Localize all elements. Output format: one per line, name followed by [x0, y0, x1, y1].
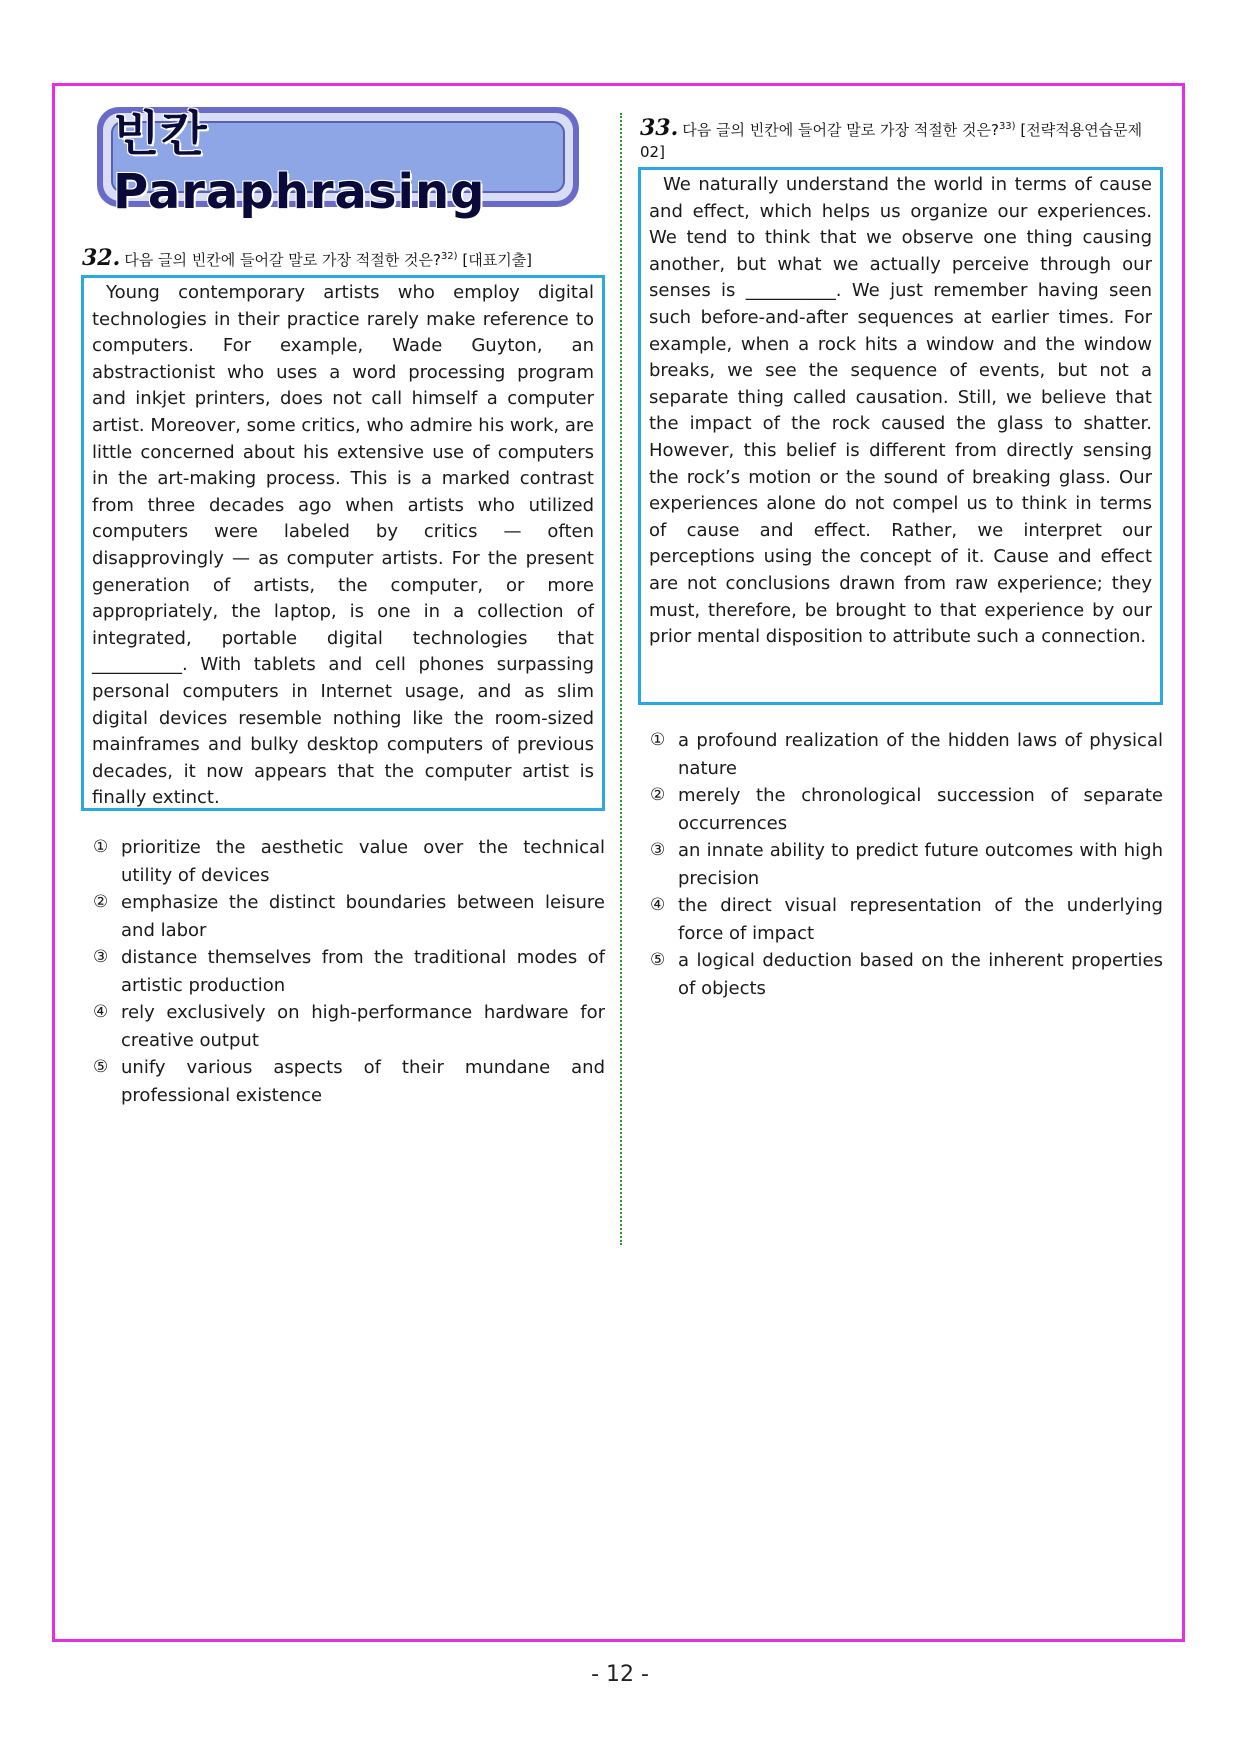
option-number: ②	[93, 892, 109, 912]
q33-option-4[interactable]	[650, 892, 1163, 947]
q33-option-2[interactable]	[650, 782, 1163, 837]
badge-border	[103, 105, 573, 220]
page-number: - 12 -	[591, 1662, 649, 1687]
section-title-badge	[97, 105, 579, 220]
option-text: unify various aspects of their mundane and professional existence	[121, 1057, 605, 1106]
option-number: ④	[650, 895, 666, 915]
option-number: ③	[93, 947, 109, 967]
q32-passage-box	[81, 275, 605, 811]
option-text: prioritize the aesthetic value over the technical utility of devices	[121, 837, 605, 886]
option-number: ⑤	[650, 950, 666, 970]
option-number: ①	[650, 730, 666, 750]
option-text: merely the chronological succession of separate occurrences	[678, 785, 1163, 834]
q33-passage: We naturally understand the world in terms of cause and effect, which helps us organize our experiences. We tend to think that we observe one thing causing another, but what we actually perceive through our senses is __________. We just remember having seen such before-and-after sequences at earlier times. For example, when a rock hits a window and the window breaks, we see the sequence of events, but not a separate thing called causation. Still, we believe that the impact of the rock caused the glass to shatter. However, this belief is different from directly sensing the rock’s motion or the sound of breaking glass. Our experiences alone do not compel us to think in terms of cause and effect. Rather, we interpret our perceptions using the concept of it. Cause and effect are not conclusions drawn from raw experience; they must, therefore, be brought to that experience by our prior mental disposition to attribute such a connection.	[649, 174, 1152, 648]
option-text: the direct visual representation of the underlying force of impact	[678, 895, 1163, 944]
q32-option-5[interactable]	[93, 1054, 605, 1109]
section-title: 빈칸 Paraphrasing	[113, 105, 486, 220]
option-number: ②	[650, 785, 666, 805]
option-number: ④	[93, 1002, 109, 1022]
option-number: ③	[650, 840, 666, 860]
badge-face	[111, 105, 565, 220]
option-text: a profound realization of the hidden laws of physical nature	[678, 730, 1163, 779]
q32-option-1[interactable]	[93, 834, 605, 889]
option-number: ①	[93, 837, 109, 857]
q32-option-2[interactable]	[93, 889, 605, 944]
option-text: distance themselves from the traditional modes of artistic production	[121, 947, 605, 996]
q32-header	[82, 246, 622, 271]
q33-passage-box	[638, 167, 1163, 705]
q33-prompt: 다음 글의 빈칸에 들어갈 말로 가장 적절한 것은?	[682, 121, 999, 139]
q32-option-4[interactable]	[93, 999, 605, 1054]
q33-option-1[interactable]	[650, 727, 1163, 782]
q32-prompt: 다음 글의 빈칸에 들어갈 말로 가장 적절한 것은?	[124, 251, 441, 269]
q33-ref: 33)	[998, 121, 1016, 132]
q33-number: 33.	[640, 115, 679, 141]
column-divider	[620, 113, 622, 1245]
option-text: rely exclusively on high-performance hardware for creative output	[121, 1002, 605, 1051]
q33-option-5[interactable]	[650, 947, 1163, 1002]
q32-options	[93, 834, 605, 1109]
q33-options	[650, 727, 1163, 1002]
q32-passage: Young contemporary artists who employ digital technologies in their practice rarely make reference to computers. For example, Wade Guyton, an abstractionist who uses a word processing program and inkjet printers, does not call himself a computer artist. Moreover, some critics, who admire his work, are little concerned about his extensive use of computers in the art-making process. This is a marked contrast from three decades ago when artists who utilized computers were labeled by critics — often disapprovingly — as computer artists. For the present generation of artists, the computer, or more appropriately, the laptop, is one in a collection of integrated, portable digital technologies that __________. With tablets and cell phones surpassing personal computers in Internet usage, and as slim digital devices resemble nothing like the room-sized mainframes and bulky desktop computers of previous decades, it now appears that the computer artist is finally extinct.	[92, 282, 594, 809]
option-number: ⑤	[93, 1057, 109, 1077]
q33-header	[640, 116, 1165, 163]
q32-option-3[interactable]	[93, 944, 605, 999]
q32-ref: 32)	[440, 251, 458, 262]
option-text: a logical deduction based on the inherent properties of objects	[678, 950, 1163, 999]
q33-option-3[interactable]	[650, 837, 1163, 892]
option-text: an innate ability to predict future outcomes with high precision	[678, 840, 1163, 889]
q32-tag: [대표기출]	[462, 251, 533, 269]
q33-tag: [전략적용연습문제02]	[640, 121, 1143, 161]
option-text: emphasize the distinct boundaries between leisure and labor	[121, 892, 605, 941]
q32-number: 32.	[82, 245, 121, 271]
